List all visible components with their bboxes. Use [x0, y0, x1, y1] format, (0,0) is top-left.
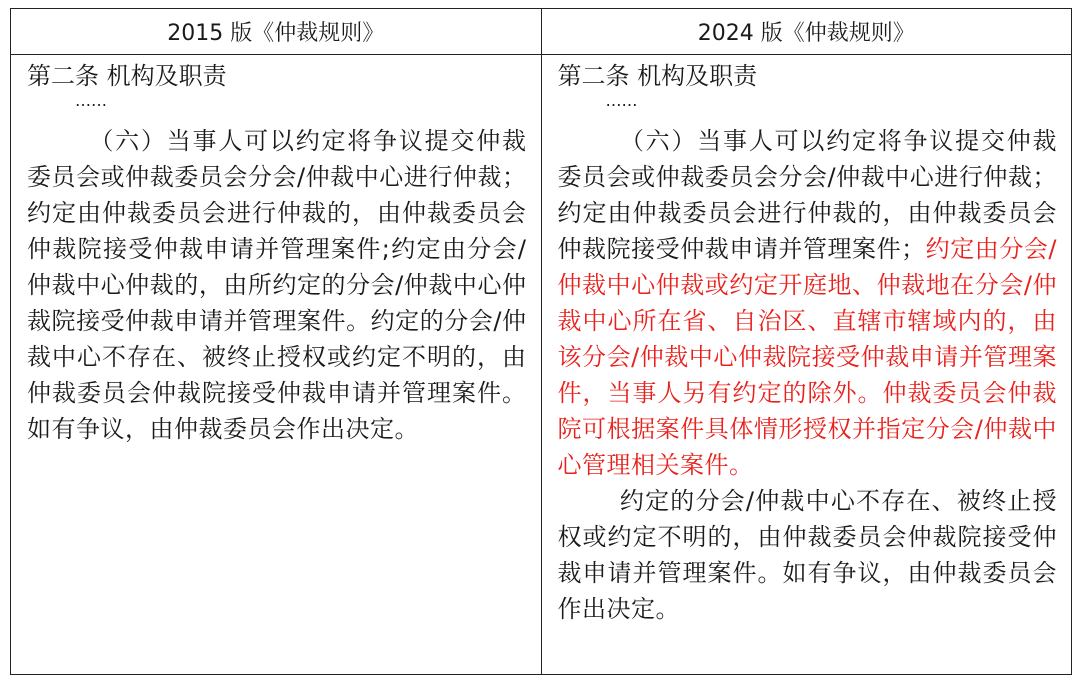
article-paragraph: [558, 123, 1058, 483]
cell-2024: [541, 55, 1072, 675]
header-row: [11, 9, 1072, 55]
comparison-table: [10, 8, 1072, 675]
cell-2015: [11, 55, 542, 675]
article-paragraph-2: 约定的分会/仲裁中心不存在、被终止授权或约定不明的，由仲裁委员会仲裁院接受仲裁申请并管理案件。如有争议，由仲裁委员会作出决定。: [557, 487, 1057, 623]
unchanged-text: （六）当事人可以约定将争议提交仲裁委员会或仲裁委员会分会/仲裁中心进行仲裁；约定由仲裁委员会进行仲裁的，由仲裁委员会仲裁院接受仲裁申请并管理案件；: [557, 127, 1057, 263]
amended-text: 约定由分会/仲裁中心仲裁或约定开庭地、仲裁地在分会/仲裁中心所在省、自治区、直辖市辖域内的，由该分会/仲裁中心仲裁院接受仲裁申请并管理案件，当事人另有约定的除外。仲裁委员会仲裁院可根据案件具体情形授权并指定分会/仲裁中心管理相关案件。: [557, 235, 1057, 479]
article-paragraph: （六）当事人可以约定将争议提交仲裁委员会或仲裁委员会分会/仲裁中心进行仲裁；约定由仲裁委员会进行仲裁的，由仲裁委员会仲裁院接受仲裁申请并管理案件;约定由分会/仲裁中心仲裁的，由所约定的分会/仲裁中心仲裁院接受仲裁申请并管理案件。约定的分会/仲裁中心不存在、被终止授权或约定不明的，由仲裁委员会仲裁院接受仲裁申请并管理案件。如有争议，由仲裁委员会作出决定。: [27, 127, 527, 443]
header-2024: 2024 版《仲裁规则》: [541, 9, 1072, 55]
article-title: 第二条 机构及职责: [557, 62, 758, 90]
body-row: [11, 55, 1072, 675]
ellipsis: ……: [75, 91, 107, 110]
header-2015: 2015 版《仲裁规则》: [11, 9, 542, 55]
article-title: 第二条 机构及职责: [27, 62, 227, 90]
ellipsis: ……: [605, 91, 638, 110]
